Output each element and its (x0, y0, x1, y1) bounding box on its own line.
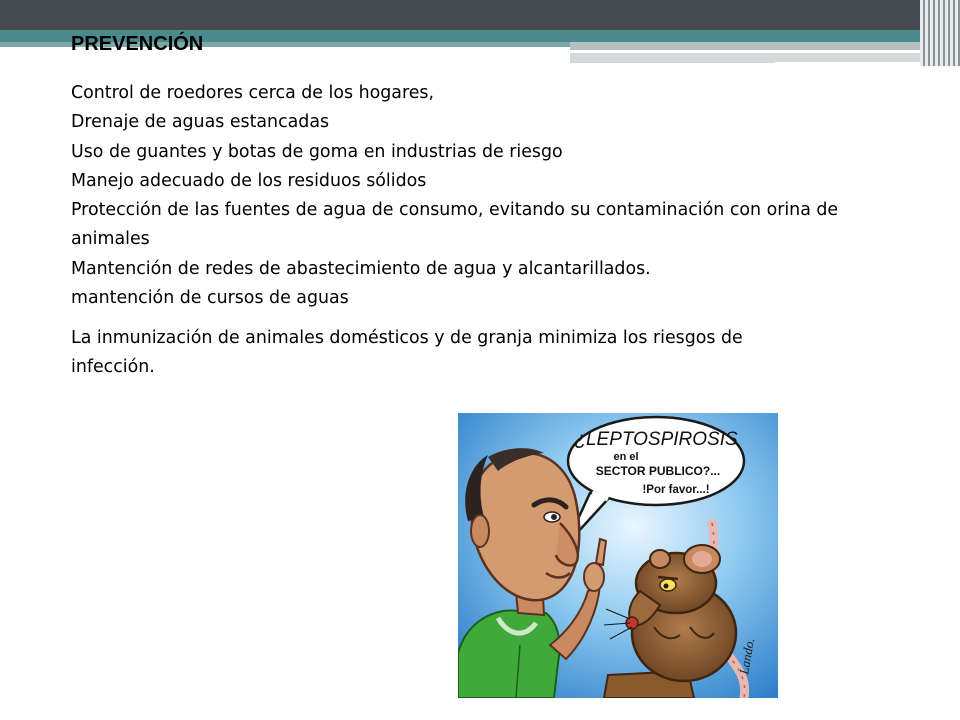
list-item: Protección de las fuentes de agua de consumo, evitando su contaminación con orina de animales (71, 200, 839, 250)
bubble-line-2: en el (613, 451, 639, 463)
leptospirosis-cartoon (458, 413, 778, 698)
banner-dark-band (0, 0, 960, 30)
list-item: Manejo adecuado de los residuos sólidos (71, 170, 427, 191)
bubble-line-1: ¿LEPTOSPIROSIS (574, 429, 738, 450)
slide-title: PREVENCIÓN (71, 33, 204, 55)
list-item: Control de roedores cerca de los hogares, (71, 83, 435, 103)
list-item: mantención de cursos de aguas (71, 288, 349, 309)
cartoonist-signature: Lando. (736, 636, 758, 676)
prevention-list (71, 79, 921, 313)
banner-stripes (920, 0, 960, 66)
bubble-line-3: SECTOR PUBLICO?... (595, 464, 721, 478)
list-item: Uso de guantes y botas de goma en industrias de riesgo (71, 141, 563, 162)
bubble-line-4: !Por favor...! (642, 484, 710, 496)
immunization-paragraph: La inmunización de animales domésticos y de granja minimiza los riesgos de infección. (71, 328, 743, 378)
list-item: Mantención de redes de abastecimiento de agua y alcantarillados. (71, 258, 651, 279)
list-item: Drenaje de aguas estancadas (71, 112, 330, 133)
banner-gray-band (570, 42, 960, 50)
